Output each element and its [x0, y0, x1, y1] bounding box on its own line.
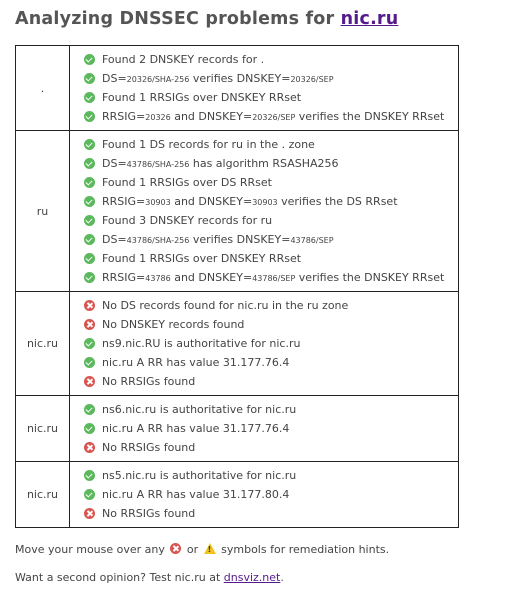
check-text — [102, 271, 444, 284]
key-tag: 20326/SEP — [252, 113, 296, 122]
zone-name: nic.ru — [16, 292, 70, 396]
check-text-part: No DS records found for nic.ru in the ru zone — [102, 299, 349, 312]
page-title — [15, 8, 490, 38]
check-item — [84, 353, 458, 372]
check-text — [102, 233, 334, 246]
check-item — [84, 296, 458, 315]
error-circle-icon[interactable] — [84, 508, 95, 519]
check-circle-icon — [84, 139, 95, 150]
zone-checks — [70, 292, 459, 396]
zone-row — [16, 292, 459, 396]
check-text-part: ns5.nic.ru is authoritative for nic.ru — [102, 469, 297, 482]
zone-name: ru — [16, 131, 70, 292]
check-text-part: verifies the DNSKEY RRset — [295, 110, 445, 123]
domain-link[interactable]: nic.ru — [340, 9, 399, 29]
check-circle-icon — [84, 215, 95, 226]
check-text-part: nic.ru A RR has value 31.177.80.4 — [102, 488, 290, 501]
key-tag: 43786/SHA-256 — [126, 160, 190, 169]
check-text-part: DS= — [102, 157, 127, 170]
check-text — [102, 91, 301, 104]
check-item — [84, 419, 458, 438]
check-circle-icon — [84, 196, 95, 207]
error-circle-icon[interactable] — [84, 319, 95, 330]
check-text-part: DS= — [102, 72, 127, 85]
key-tag: 43786/SEP — [290, 236, 334, 245]
zone-name: . — [16, 46, 70, 131]
key-tag: 30903 — [145, 198, 171, 207]
remediation-hint — [15, 543, 490, 556]
check-item — [84, 69, 458, 88]
check-item — [84, 268, 458, 287]
check-text — [102, 72, 334, 85]
check-item — [84, 315, 458, 334]
check-text — [102, 356, 289, 369]
zone-row — [16, 131, 459, 292]
check-text-part: verifies the DS RRset — [277, 195, 398, 208]
check-item — [84, 438, 458, 457]
check-text-part: ns6.nic.ru is authoritative for nic.ru — [102, 403, 297, 416]
key-tag: 20326/SEP — [290, 75, 334, 84]
check-text-part: Found 1 RRSIGs over DNSKEY RRset — [102, 91, 302, 104]
check-text-part: verifies DNSKEY= — [189, 233, 291, 246]
check-item — [84, 135, 458, 154]
zone-checks — [70, 46, 459, 131]
zone-row — [16, 462, 459, 528]
check-item — [84, 192, 458, 211]
check-circle-icon — [84, 177, 95, 188]
check-item — [84, 249, 458, 268]
check-text — [102, 53, 264, 66]
key-tag: 30903 — [252, 198, 278, 207]
check-text-part: RRSIG= — [102, 110, 146, 123]
check-text-part: verifies the DNSKEY RRset — [295, 271, 445, 284]
check-text-part: nic.ru A RR has value 31.177.76.4 — [102, 356, 290, 369]
error-circle-icon[interactable] — [84, 442, 95, 453]
second-opinion — [15, 571, 490, 584]
key-tag: 43786 — [145, 274, 171, 283]
key-tag: 20326/SHA-256 — [126, 75, 190, 84]
error-icon — [170, 543, 181, 554]
check-text — [102, 318, 244, 331]
zone-checks — [70, 131, 459, 292]
check-text — [102, 157, 339, 170]
check-item — [84, 400, 458, 419]
check-text-part: verifies DNSKEY= — [189, 72, 291, 85]
check-text-part: has algorithm RSASHA256 — [189, 157, 339, 170]
check-circle-icon — [84, 338, 95, 349]
check-text — [102, 507, 195, 520]
second-opinion-text: Want a second opinion? Test nic.ru at — [15, 571, 224, 584]
check-text — [102, 488, 289, 501]
check-circle-icon — [84, 54, 95, 65]
title-prefix: Analyzing DNSSEC problems for — [15, 9, 341, 29]
check-text — [102, 469, 296, 482]
second-opinion-end: . — [280, 571, 284, 584]
check-circle-icon — [84, 111, 95, 122]
check-text — [102, 110, 444, 123]
check-text-part: Found 2 DNSKEY records for . — [102, 53, 265, 66]
check-text — [102, 138, 315, 151]
check-text-part: No DNSKEY records found — [102, 318, 245, 331]
zone-row — [16, 46, 459, 131]
check-text-part: Found 1 RRSIGs over DNSKEY RRset — [102, 252, 302, 265]
check-text-part: Found 3 DNSKEY records for ru — [102, 214, 273, 227]
key-tag: 43786/SEP — [252, 274, 296, 283]
zone-row — [16, 396, 459, 462]
zone-name: nic.ru — [16, 462, 70, 528]
hint-text-after: symbols for remediation hints. — [217, 543, 390, 556]
check-text — [102, 403, 296, 416]
check-item — [84, 504, 458, 523]
check-text — [102, 252, 301, 265]
check-text-part: ns9.nic.RU is authoritative for nic.ru — [102, 337, 301, 350]
check-text-part: No RRSIGs found — [102, 507, 196, 520]
check-item — [84, 211, 458, 230]
check-text-part: No RRSIGs found — [102, 375, 196, 388]
check-circle-icon — [84, 423, 95, 434]
check-text — [102, 195, 398, 208]
check-text-part: and DNSKEY= — [170, 110, 253, 123]
hint-text-or: or — [183, 543, 202, 556]
check-text — [102, 375, 195, 388]
check-item — [84, 372, 458, 391]
check-item — [84, 154, 458, 173]
check-text — [102, 441, 195, 454]
check-text — [102, 337, 300, 350]
check-circle-icon — [84, 357, 95, 368]
check-circle-icon — [84, 234, 95, 245]
check-text-part: RRSIG= — [102, 271, 146, 284]
dnsviz-link[interactable]: dnsviz.net — [223, 571, 281, 584]
zone-name: nic.ru — [16, 396, 70, 462]
key-tag: 20326 — [145, 113, 171, 122]
check-text-part: DS= — [102, 233, 127, 246]
check-item — [84, 230, 458, 249]
check-circle-icon — [84, 470, 95, 481]
check-text-part: nic.ru A RR has value 31.177.76.4 — [102, 422, 290, 435]
check-text-part: RRSIG= — [102, 195, 146, 208]
check-text-part: No RRSIGs found — [102, 441, 196, 454]
check-circle-icon — [84, 92, 95, 103]
check-text — [102, 214, 272, 227]
error-circle-icon[interactable] — [84, 376, 95, 387]
zone-checks — [70, 396, 459, 462]
error-circle-icon[interactable] — [84, 300, 95, 311]
results-table — [15, 45, 459, 528]
check-text-part: Found 1 DS records for ru in the . zone — [102, 138, 315, 151]
check-circle-icon — [84, 404, 95, 415]
warning-icon — [204, 543, 216, 554]
check-item — [84, 50, 458, 69]
check-text-part: and DNSKEY= — [170, 195, 253, 208]
check-text-part: and DNSKEY= — [170, 271, 253, 284]
check-text — [102, 176, 272, 189]
check-item — [84, 107, 458, 126]
check-text-part: Found 1 RRSIGs over DS RRset — [102, 176, 272, 189]
zone-checks — [70, 462, 459, 528]
check-item — [84, 173, 458, 192]
hint-text-before: Move your mouse over any — [15, 543, 169, 556]
key-tag: 43786/SHA-256 — [126, 236, 190, 245]
check-text — [102, 299, 348, 312]
check-circle-icon — [84, 253, 95, 264]
check-circle-icon — [84, 73, 95, 84]
check-circle-icon — [84, 489, 95, 500]
check-item — [84, 88, 458, 107]
check-circle-icon — [84, 272, 95, 283]
check-item — [84, 334, 458, 353]
check-item — [84, 485, 458, 504]
check-text — [102, 422, 289, 435]
check-item — [84, 466, 458, 485]
check-circle-icon — [84, 158, 95, 169]
